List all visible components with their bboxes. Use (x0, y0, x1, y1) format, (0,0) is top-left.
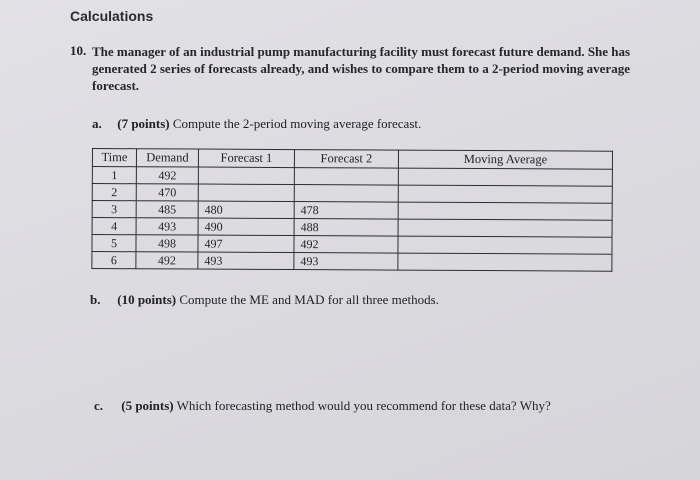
cell-demand: 470 (136, 184, 198, 201)
cell-moving-average (398, 202, 612, 220)
part-a-text: Compute the 2-period moving average forecast. (172, 116, 422, 131)
cell-demand: 492 (136, 167, 198, 184)
section-heading: Calculations (70, 8, 154, 24)
part-c-label: c. (94, 398, 104, 413)
table-row (92, 252, 612, 272)
cell-moving-average (398, 253, 612, 271)
cell-demand: 493 (136, 218, 198, 235)
cell-forecast-2 (294, 185, 398, 203)
cell-forecast-1: 493 (198, 252, 294, 270)
cell-forecast-2: 478 (294, 202, 398, 220)
part-a-points: (7 points) (117, 116, 170, 131)
cell-forecast-1 (198, 184, 294, 202)
cell-time: 4 (92, 218, 136, 235)
header-forecast-1: Forecast 1 (198, 149, 294, 168)
part-b (90, 292, 439, 308)
forecast-table (91, 148, 613, 272)
cell-demand: 485 (136, 201, 198, 218)
cell-forecast-1 (198, 167, 294, 185)
cell-forecast-2: 488 (294, 219, 398, 237)
part-c-points: (5 points) (121, 398, 174, 413)
cell-forecast-2 (294, 168, 398, 186)
part-b-text: Compute the ME and MAD for all three methods. (179, 292, 439, 307)
cell-demand: 498 (136, 235, 198, 252)
cell-forecast-1: 480 (198, 201, 294, 219)
cell-time: 6 (92, 252, 136, 269)
question-number: 10. (70, 43, 87, 58)
cell-forecast-2: 493 (294, 253, 398, 271)
part-a (92, 116, 421, 132)
question-text: The manager of an industrial pump manufacturing facility must forecast future demand. She has generated 2 series of forecasts already, and wishes to compare them to a 2-period moving average forecast. (92, 44, 631, 93)
part-a-label: a. (92, 116, 102, 131)
part-c (94, 398, 551, 414)
header-demand: Demand (136, 149, 198, 167)
cell-moving-average (398, 236, 612, 254)
cell-demand: 492 (136, 252, 198, 269)
cell-moving-average (398, 168, 612, 186)
cell-forecast-1: 497 (198, 235, 294, 253)
cell-time: 2 (92, 184, 136, 201)
part-b-points: (10 points) (117, 292, 177, 307)
part-b-label: b. (90, 292, 101, 307)
cell-time: 1 (92, 167, 136, 184)
header-moving-average: Moving Average (398, 150, 612, 169)
cell-forecast-2: 492 (294, 236, 398, 254)
header-time: Time (92, 149, 136, 167)
header-forecast-2: Forecast 2 (294, 150, 398, 169)
cell-moving-average (398, 185, 612, 203)
cell-moving-average (398, 219, 612, 237)
cell-forecast-1: 490 (198, 218, 294, 236)
cell-time: 5 (92, 235, 136, 252)
cell-time: 3 (92, 201, 136, 218)
part-c-text: Which forecasting method would you recommend for these data? Why? (176, 398, 551, 413)
